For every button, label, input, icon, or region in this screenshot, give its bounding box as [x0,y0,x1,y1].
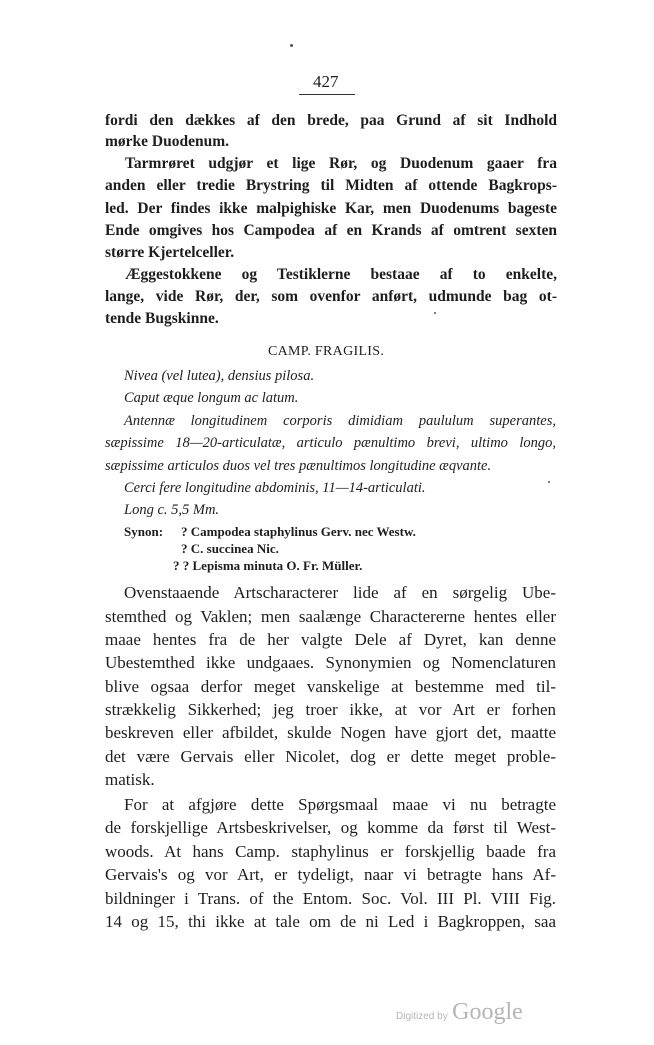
watermark-brand: Google [452,999,523,1025]
diagnosis-line: Nivea (vel lutea), densius pilosa. [124,368,315,384]
ink-speck [290,44,293,47]
text-line: Ubestemthed ikke undgaaes. Synonymien og Nomenclaturen [105,653,556,672]
diagnosis-line: Cerci fere longitudine abdominis, 11—14-articulati. [124,480,426,496]
ink-speck [434,312,436,314]
text-line: anden eller tredie Brystring til Midten af ottende Bagkrops- [105,177,557,194]
page-number-rule [299,94,355,95]
text-line: woods. At hans Camp. staphylinus er forskjellig baade fra [105,842,556,861]
text-line: Gervais's og vor Art, er tydeligt, naar vi betragte hans Af- [105,865,556,884]
species-heading: CAMP. FRAGILIS. [268,344,385,359]
text-line: de forskjellige Artsbeskrivelser, og komme da først til West- [105,818,556,837]
text-line: stemthed og Vaklen; men saalænge Charactererne hentes eller [105,607,556,626]
text-line: For at afgjøre dette Spørgsmaal maae vi nu betragte [124,795,556,814]
diagnosis-line: sæpissime articulos duos vel tres pænultimos longitudine æqvante. [105,458,492,474]
ink-speck [548,481,550,483]
text-line: beskreven eller afbildet, skulde Nogen have gjort det, maatte [105,723,556,742]
text-line: fordi den dækkes af den brede, paa Grund af sit Indhold [105,112,557,129]
text-line: Æggestokkene og Testiklerne bestaae af to enkelte, [125,266,557,283]
synonym-line: ? Campodea staphylinus Gerv. nec Westw. [181,524,416,539]
text-line: lange, vide Rør, der, som ovenfor anført, udmunde bag ot- [105,288,557,305]
text-line: matisk. [105,770,155,789]
text-line: blive ogsaa derfor meget vanskelige at bestemme med til- [105,677,556,696]
text-line: Ende omgives hos Campodea af en Krands af omtrent sexten [105,222,557,239]
text-line: Tarmrøret udgjør et lige Rør, og Duodenum gaaer fra [125,155,557,172]
text-line: maae hentes fra de her valgte Dele af Dyret, kan denne [105,630,556,649]
synonym-line: ? C. succinea Nic. [181,541,279,556]
text-line: mørke Duodenum. [105,133,230,150]
page-number: 427 [313,72,339,91]
diagnosis-line: Antennæ longitudinem corporis dimidiam paululum superantes, [124,413,556,429]
text-line: tende Bugskinne. [105,310,219,327]
synonym-line: ? ? Lepisma minuta O. Fr. Müller. [173,558,363,573]
watermark-prefix: Digitized by [396,1011,448,1022]
diagnosis-line: Caput æque longum ac latum. [124,390,299,406]
diagnosis-line: Long c. 5,5 Mm. [124,502,220,518]
diagnosis-line: sæpissime 18—20-articulatæ, articulo pænultimo brevi, ultimo longo, [105,435,556,451]
text-line: det være Gervais eller Nicolet, dog er dette meget proble- [105,747,556,766]
text-line: led. Der findes ikke malpighiske Kar, men Duodenums bageste [105,200,557,217]
synonym-label: Synon: [124,524,164,539]
digitized-by-google-watermark [396,999,523,1026]
text-line: Ovenstaaende Artscharacterer lide af en sørgelig Ube- [124,583,556,602]
text-line: strækkelig Sikkerhed; jeg troer ikke, at vor Art er forhen [105,700,556,719]
text-line: bildninger i Trans. of the Entom. Soc. Vol. III Pl. VIII Fig. [105,889,556,908]
text-line: større Kjertelceller. [105,244,235,261]
text-line: 14 og 15, thi ikke at tale om de ni Led i Bagkroppen, saa [105,912,556,931]
